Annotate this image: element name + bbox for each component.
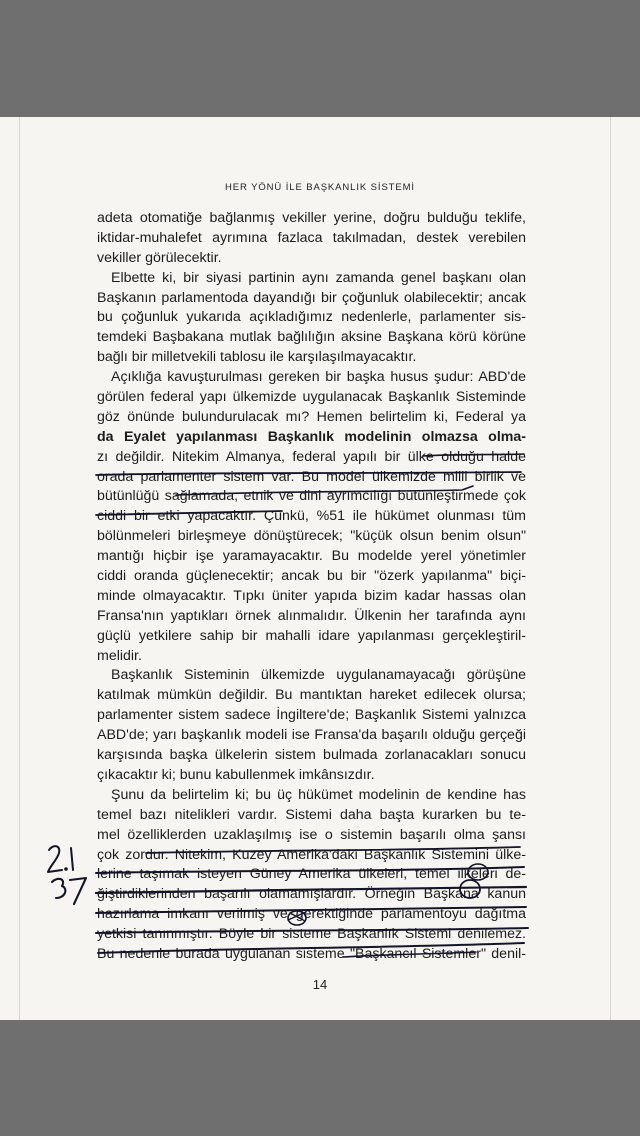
- text-line: iktidar-muhalefet ayrımına fazlaca takılmadan, destek verebilen: [97, 229, 526, 246]
- text-line: mel özelliklerden uzaklaşılmış ise o sistemin başarılı olma şansı: [97, 826, 526, 843]
- text-line: Başkanlık Sisteminin ülkemizde uygulanamayacağı görüşüne: [111, 667, 526, 684]
- text-line: ciddi bir etki yapacaktır. Çünkü, %51 ile hükümet olunması tüm: [97, 508, 526, 525]
- text-line: melidir.: [97, 647, 142, 664]
- page-number: 14: [312, 977, 328, 992]
- text-line: karşısında başka ülkelerin sistem bulmada zorlanacakları sonucu: [97, 747, 526, 764]
- book-page: [0, 117, 640, 1020]
- text-line: adeta otomatiğe bağlanmış vekiller yerine, doğru bulduğu teklife,: [97, 210, 526, 226]
- text-line: çok zordur. Nitekim, Kuzey Amerika'daki Başkanlık Sistemini ülke-: [97, 846, 526, 863]
- text-line: yetkisi tanınmıştır. Böyle bir sisteme Başkanlık Sistemi denilemez.: [97, 926, 526, 943]
- text-line: güçlü yetkilere sahip bir mahalli idare yapılanması gerçekleştiril-: [97, 627, 526, 644]
- text-line: mantığı hiçbir işe yaramayacaktır. Bu modelde yerel yönetimler: [97, 548, 526, 565]
- text-line: temel bazı nitelikleri vardır. Sistemi daha başta kurarken bu te-: [97, 806, 526, 823]
- text-line: ğiştirdiklerinden başarılı olamamışlardır. Örneğin Başkana kanun: [97, 886, 526, 903]
- text-line: bu çoğunluk yukarıda açıkladığımız nedenlerle, parlamenter sis-: [97, 309, 526, 326]
- text-line: Şunu da belirtelim ki; bu üç hükümet modelinin de kendine has: [111, 786, 526, 803]
- text-line: minde olmayacaktır. Tıpkı üniter yapıda bizim kadar hassas olan: [97, 587, 526, 604]
- text-line: Elbette ki, bir siyasi partinin aynı zamanda genel başkanı olan: [111, 269, 526, 286]
- body-text: [97, 209, 526, 965]
- text-line: hazırlama imkanı verilmiş ve gerektiğinde parlamentoyu dağıtma: [97, 906, 526, 923]
- text-line: görülen federal yapı ülkemizde uygulanacak Başkanlık Sisteminde: [97, 389, 526, 406]
- text-line: Fransa'nın yaptıkları örnek alınmalıdır. Ülkenin her tarafında aynı: [97, 607, 526, 624]
- text-line: çıkacaktır ki; bunu kabullenmek imkânsızdır.: [97, 766, 375, 783]
- text-line: ciddi oranda güçlenecektir; ancak bu bir "özerk yapılanma" biçi-: [97, 568, 526, 585]
- text-line: göz önünde bulundurulacak mı? Hemen belirtelim ki, Federal ya: [97, 408, 526, 425]
- page-edge-right: [610, 117, 611, 1020]
- text-line: ABD'de; yarı başkanlık modeli ise Fransa'da başarılı olduğu gerçeği: [97, 727, 526, 744]
- text-line: Başkanın parlamentoda dayandığı bir çoğunluk olabilecektir; ancak: [97, 289, 526, 306]
- text-line: lerine taşımak isteyen Güney Amerika ülkeleri, temel ilkeleri de-: [97, 866, 526, 883]
- text-line: Açıklığa kavuşturulması gereken bir başka husus şudur: ABD'de: [111, 369, 526, 386]
- text-line: zı değildir. Nitekim Almanya, federal yapılı bir ülke olduğu halde: [97, 448, 526, 465]
- page-edge-left: [19, 117, 20, 1020]
- bold-text-line: da Eyalet yapılanması Başkanlık modelinin olmazsa olma-: [97, 428, 526, 445]
- text-line: bütünlüğü sağlamada; etnik ve dini ayrımcılığı bütünleştirmede çok: [97, 488, 526, 505]
- running-header: HER YÖNÜ İLE BAŞKANLIK SİSTEMİ: [225, 182, 415, 193]
- text-line: orada parlamenter sistem var. Bu model ülkemizde milli birlik ve: [97, 468, 526, 485]
- text-line: bölünmeleri birleşmeye dönüştürecek; "küçük olsun benim olsun": [97, 528, 526, 545]
- text-line: bağlı bir milletvekili tablosu ile karşılaşılmayacaktır.: [97, 349, 417, 366]
- text-line: katılmak mümkün değildir. Bu mantıktan hareket edilecek olursa;: [97, 687, 526, 704]
- text-line: parlamenter sistem sadece İngiltere'de; Başkanlık Sistemi yalnızca: [97, 707, 526, 724]
- text-line: vekiller görülecektir.: [97, 249, 222, 266]
- text-line: temdeki Başbakana mutlak bağlılığın aksine Başkana körü körüne: [97, 329, 526, 346]
- text-line: Bu nedenle burada uygulanan sisteme "Başkancıl Sistemler" denil-: [97, 945, 526, 962]
